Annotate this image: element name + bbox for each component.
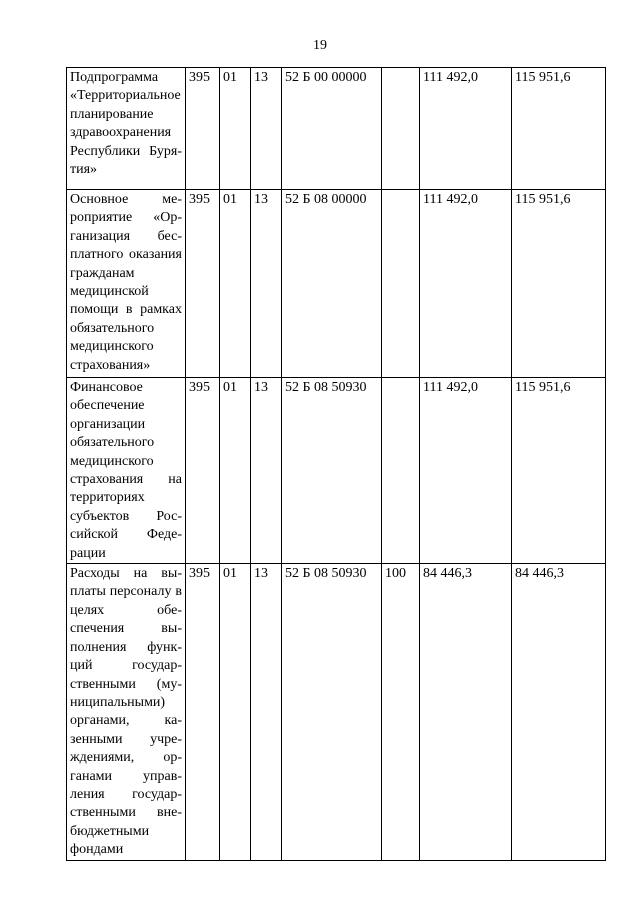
expense-type-code (382, 68, 420, 190)
target-article-code: 52 Б 08 50930 (282, 564, 382, 861)
department-code: 395 (186, 378, 220, 564)
row-name: Основное мероприятие «Организация бесплатного оказания гражданам медицинской помощи в рамках обязательного медицинского страхования» (67, 190, 186, 378)
budget-table (66, 67, 606, 861)
subsection-code: 13 (251, 378, 282, 564)
section-code: 01 (220, 190, 251, 378)
department-code: 395 (186, 190, 220, 378)
amount-year-2: 115 951,6 (512, 190, 606, 378)
department-code: 395 (186, 68, 220, 190)
amount-year-1: 111 492,0 (420, 190, 512, 378)
subsection-code: 13 (251, 190, 282, 378)
row-name: Подпрограмма «Территориальное планирование здравоохранения Республики Бурятия» (67, 68, 186, 190)
target-article-code: 52 Б 08 00000 (282, 190, 382, 378)
amount-year-2: 115 951,6 (512, 378, 606, 564)
row-name: Финансовое обеспечение организации обязательного медицинского страхования на территориях субъектов Российской Федерации (67, 378, 186, 564)
table-row (67, 190, 606, 378)
section-code: 01 (220, 564, 251, 861)
table-row (67, 564, 606, 861)
amount-year-1: 111 492,0 (420, 68, 512, 190)
table-row (67, 378, 606, 564)
section-code: 01 (220, 68, 251, 190)
amount-year-1: 84 446,3 (420, 564, 512, 861)
row-name: Расходы на выплаты персоналу в целях обеспечения выполнения функций государственными (муниципальными) органами, казенными учреждениями, органами управления государственными внебюджетными фондами (67, 564, 186, 861)
page-number: 19 (313, 38, 327, 53)
expense-type-code (382, 190, 420, 378)
department-code: 395 (186, 564, 220, 861)
expense-type-code (382, 378, 420, 564)
amount-year-2: 84 446,3 (512, 564, 606, 861)
subsection-code: 13 (251, 564, 282, 861)
amount-year-1: 111 492,0 (420, 378, 512, 564)
amount-year-2: 115 951,6 (512, 68, 606, 190)
table-row (67, 68, 606, 190)
subsection-code: 13 (251, 68, 282, 190)
target-article-code: 52 Б 00 00000 (282, 68, 382, 190)
target-article-code: 52 Б 08 50930 (282, 378, 382, 564)
section-code: 01 (220, 378, 251, 564)
expense-type-code: 100 (382, 564, 420, 861)
